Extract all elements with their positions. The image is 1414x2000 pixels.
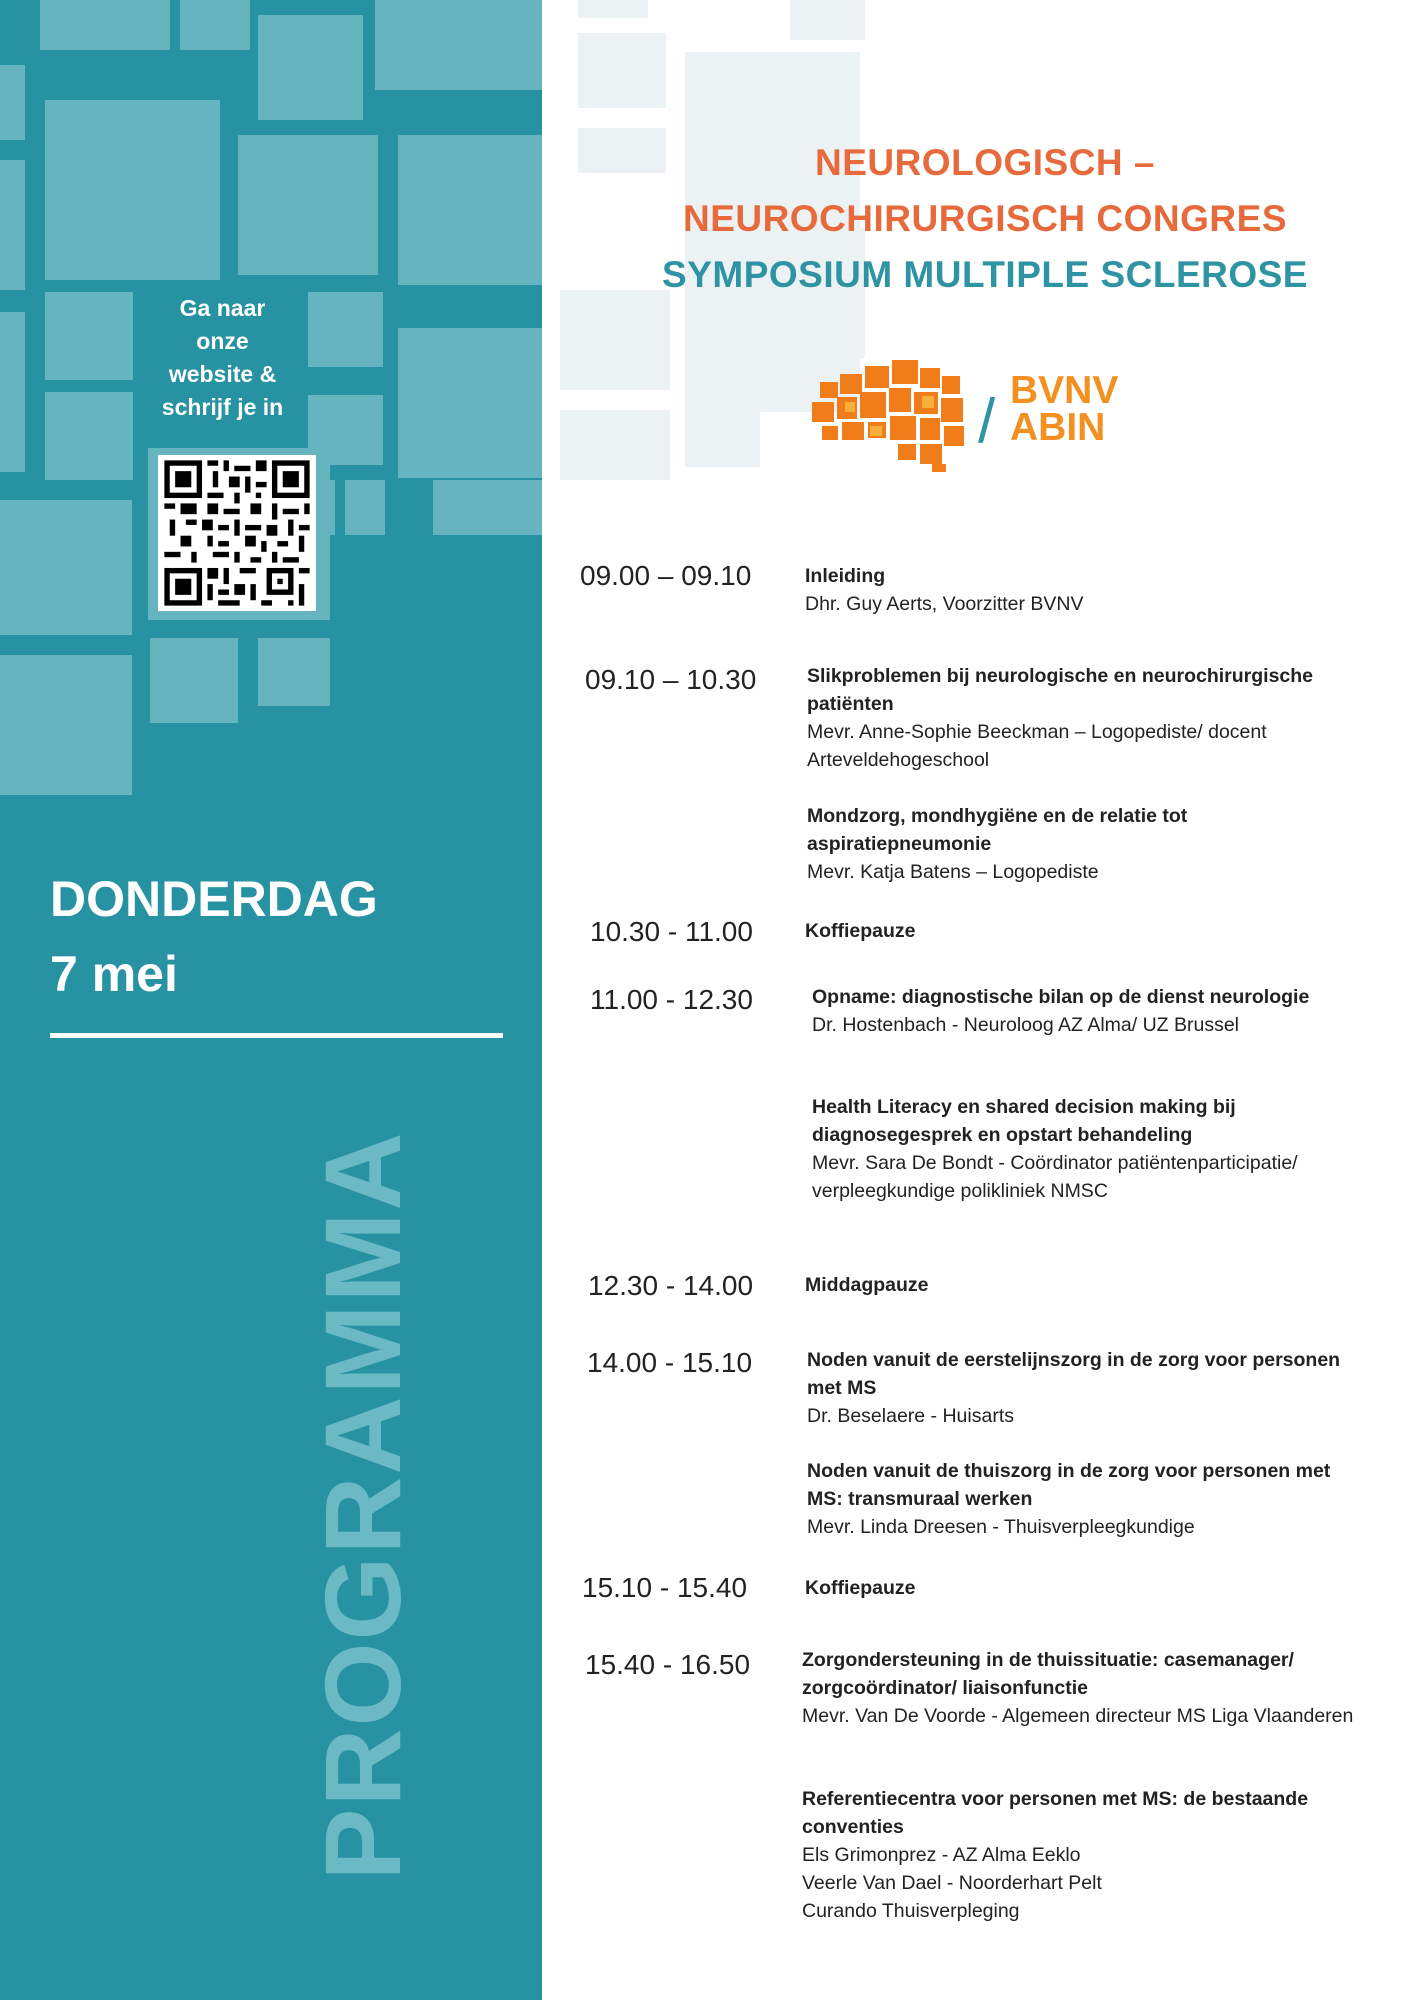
program-item — [812, 983, 1372, 1039]
logo-line-2: ABIN — [1010, 406, 1106, 449]
decor-square — [560, 290, 670, 390]
qr-code-icon — [158, 455, 316, 611]
item-title: Koffiepauze — [805, 1577, 916, 1599]
item-title: Middagpauze — [805, 1274, 929, 1296]
decor-square — [345, 480, 385, 535]
qr-caption: Ga naar onze website & schrijf je in — [161, 295, 284, 420]
decor-square — [398, 328, 542, 478]
item-speaker: Mevr. Van De Voorde - Algemeen directeur MS Liga Vlaanderen — [802, 1705, 1354, 1727]
item-title: Referentiecentra voor personen met MS: de bestaande conventies — [802, 1788, 1309, 1838]
program-item — [807, 802, 1367, 886]
congress-title — [560, 135, 1410, 303]
program-item — [812, 1093, 1372, 1205]
item-title: Noden vanuit de eerstelijnszorg in de zorg voor personen met MS — [807, 1349, 1341, 1399]
decor-square — [578, 33, 666, 108]
decor-square — [258, 638, 330, 706]
item-speaker: Els Grimonprez - AZ Alma Eeklo Veerle Van Dael - Noorderhart Pelt Curando Thuisverpleging — [802, 1844, 1102, 1922]
decor-square — [40, 0, 170, 50]
decor-square — [685, 412, 760, 467]
program-item — [805, 1574, 1365, 1602]
decor-square — [0, 65, 25, 140]
program-item — [807, 662, 1367, 774]
item-title: Zorgondersteuning in de thuissituatie: casemanager/ zorgcoördinator/ liaisonfunctie — [802, 1649, 1294, 1699]
decor-square — [238, 135, 378, 275]
logo-text — [1010, 369, 1119, 449]
decor-square — [0, 500, 132, 635]
item-title: Koffiepauze — [805, 920, 916, 942]
time-slot: 12.30 - 14.00 — [588, 1270, 754, 1301]
item-speaker: Mevr. Linda Dreesen - Thuisverpleegkundige — [807, 1516, 1195, 1538]
decor-square — [375, 0, 542, 90]
decor-square — [308, 292, 383, 367]
item-title: Health Literacy en shared decision making bij diagnosegesprek en opstart behandeling — [812, 1096, 1236, 1146]
date-label: 7 mei — [50, 946, 178, 1002]
decor-square — [45, 100, 220, 280]
time-slot: 14.00 - 15.10 — [587, 1347, 753, 1378]
qr-code[interactable] — [158, 455, 316, 611]
decor-square — [578, 0, 648, 18]
decor-square — [180, 0, 250, 50]
item-speaker: Dr. Hostenbach - Neuroloog AZ Alma/ UZ Brussel — [812, 1014, 1240, 1036]
decor-square — [398, 135, 542, 285]
program-item — [805, 1271, 1365, 1299]
decor-square — [560, 410, 670, 480]
logo-line-1: BVNV — [1010, 369, 1119, 412]
program-item — [807, 1457, 1367, 1541]
item-speaker: Mevr. Sara De Bondt - Coördinator patiëntenparticipatie/ verpleegkundige polikliniek NMSC — [812, 1152, 1298, 1202]
divider — [50, 1033, 503, 1038]
day-label: DONDERDAG — [50, 871, 378, 927]
logo-separator: / — [978, 387, 996, 456]
program-item — [802, 1785, 1362, 1925]
title-line-2: NEUROCHIRURGISCH CONGRES — [682, 198, 1288, 239]
decor-square — [790, 0, 865, 40]
left-panel — [0, 0, 542, 2000]
item-title: Opname: diagnostische bilan op de dienst neurologie — [812, 986, 1310, 1008]
time-slot: 11.00 - 12.30 — [590, 984, 753, 1015]
time-slot: 15.40 - 16.50 — [585, 1649, 751, 1680]
program-item — [805, 562, 1365, 618]
item-speaker: Dhr. Guy Aerts, Voorzitter BVNV — [805, 593, 1084, 615]
title-line-1: NEUROLOGISCH – — [814, 142, 1156, 183]
program-item — [807, 1346, 1367, 1430]
item-title: Inleiding — [805, 565, 886, 587]
bvnv-brain-logo-icon — [810, 352, 1182, 472]
time-slot: 09.00 – 09.10 — [580, 560, 752, 591]
programma-vertical-title: PROGRAMMA — [302, 1130, 423, 1881]
item-title: Slikproblemen bij neurologische en neurochirurgische patiënten — [807, 665, 1314, 715]
time-slot: 09.10 – 10.30 — [585, 664, 757, 695]
title-line-3: SYMPOSIUM MULTIPLE SCLEROSE — [662, 254, 1308, 295]
item-speaker: Mevr. Anne-Sophie Beeckman – Logopediste/ docent Arteveldehogeschool — [807, 721, 1267, 771]
item-speaker: Dr. Beselaere - Huisarts — [807, 1405, 1014, 1427]
decor-square — [45, 392, 133, 480]
item-title: Noden vanuit de thuiszorg in de zorg voor personen met MS: transmuraal werken — [807, 1460, 1331, 1510]
time-slot: 15.10 - 15.40 — [582, 1572, 748, 1603]
program-item — [805, 917, 1365, 945]
time-slot: 10.30 - 11.00 — [590, 916, 753, 947]
day-heading — [50, 862, 378, 1012]
program-item — [802, 1646, 1362, 1730]
decor-square — [258, 15, 363, 120]
decor-square — [0, 655, 132, 795]
item-title: Mondzorg, mondhygiëne en de relatie tot aspiratiepneumonie — [807, 805, 1188, 855]
item-speaker: Mevr. Katja Batens – Logopediste — [807, 861, 1099, 883]
decor-square — [433, 480, 542, 535]
decor-square — [0, 312, 25, 472]
decor-square — [0, 160, 25, 290]
decor-square — [150, 638, 238, 723]
decor-square — [45, 292, 133, 380]
